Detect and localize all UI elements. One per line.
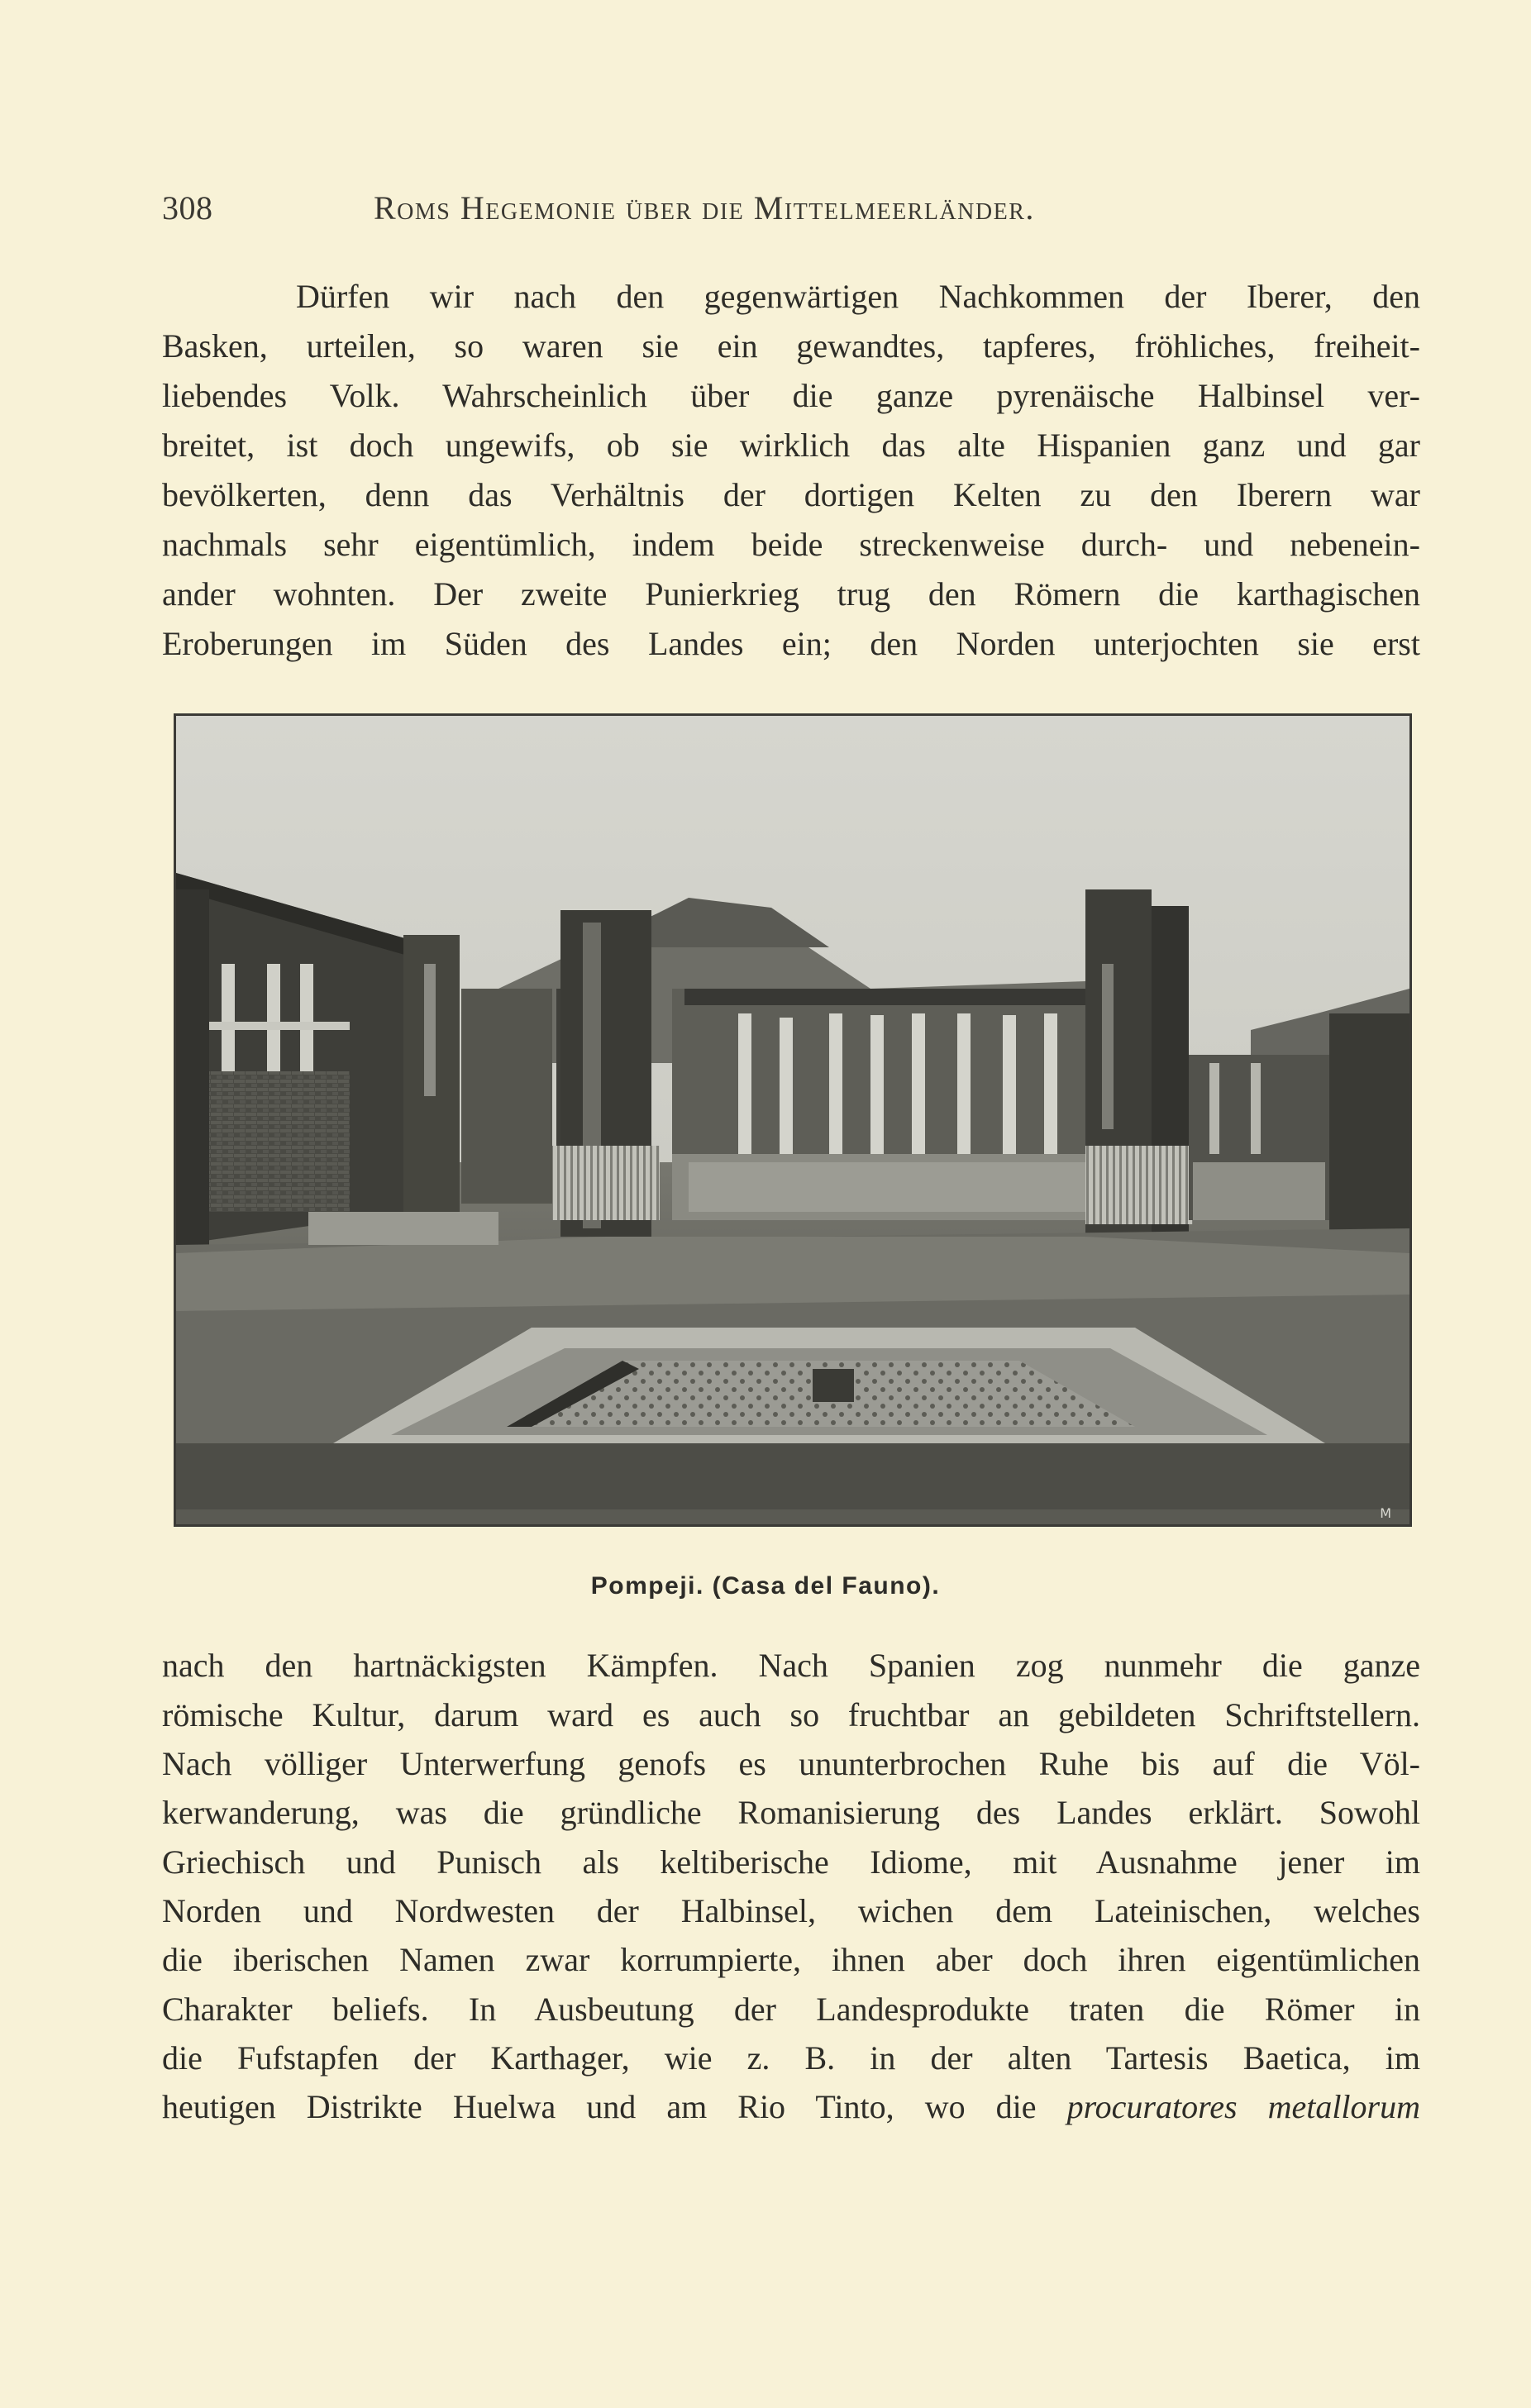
text-line: nach den hartnäckigsten Kämpfen. Nach Spanien zog nunmehr die ganze xyxy=(162,1647,1420,1684)
text-line: ander wohnten. Der zweite Punierkrieg trug den Römern die karthagischen xyxy=(162,575,1420,613)
text-line: kerwanderung, was die gründliche Romanisierung des Landes erklärt. Sowohl xyxy=(162,1794,1420,1831)
text-line: römische Kultur, darum ward es auch so fruchtbar an gebildeten Schriftstellern. xyxy=(162,1696,1420,1733)
text-line: Charakter beliefs. In Ausbeutung der Landesprodukte traten die Römer in xyxy=(162,1991,1420,2028)
text-line: Nach völliger Unterwerfung genofs es ununterbrochen Ruhe bis auf die Völ- xyxy=(162,1745,1420,1782)
page-number: 308 xyxy=(162,189,213,226)
text-line-last xyxy=(162,2086,1420,2128)
text-line: breitet, ist doch ungewifs, ob sie wirklich das alte Hispanien ganz und gar xyxy=(162,427,1420,464)
text-line: die iberischen Namen zwar korrumpierte, ihnen aber doch ihren eigentümlichen xyxy=(162,1941,1420,1978)
text-line: liebendes Volk. Wahrscheinlich über die ganze pyrenäische Halbinsel ver- xyxy=(162,377,1420,414)
figure-photograph xyxy=(174,713,1412,1527)
text-line: Norden und Nordwesten der Halbinsel, wichen dem Lateinischen, welches xyxy=(162,1892,1420,1929)
running-title: Roms Hegemonie über die Mittelmeerländer. xyxy=(374,189,1035,226)
pompeii-photo-illustration xyxy=(176,716,1409,1524)
text-line: Dürfen wir nach den gegenwärtigen Nachkommen der Iberer, den xyxy=(296,278,1420,315)
text-line: Basken, urteilen, so waren sie ein gewandtes, tapferes, fröhliches, freiheit- xyxy=(162,327,1420,365)
text-line: bevölkerten, denn das Verhältnis der dortigen Kelten zu den Iberern war xyxy=(162,476,1420,513)
text-line-start: heutigen Distrikte Huelwa und am Rio Tinto, wo die xyxy=(162,2088,1037,2125)
text-line: Griechisch und Punisch als keltiberische Idiome, mit Ausnahme jener im xyxy=(162,1843,1420,1881)
text-line: nachmals sehr eigentümlich, indem beide streckenweise durch- und nebenein- xyxy=(162,526,1420,563)
page-header xyxy=(162,188,1204,230)
text-line: die Fufstapfen der Karthager, wie z. B. in der alten Tartesis Baetica, im xyxy=(162,2039,1420,2077)
text-line: Eroberungen im Süden des Landes ein; den Norden unterjochten sie erst xyxy=(162,625,1420,662)
figure-caption: Pompeji. (Casa del Fauno). xyxy=(590,1572,941,1600)
latin-phrase: procuratores metallorum xyxy=(1066,2088,1421,2125)
illustrator-signature: M xyxy=(1380,1505,1391,1521)
